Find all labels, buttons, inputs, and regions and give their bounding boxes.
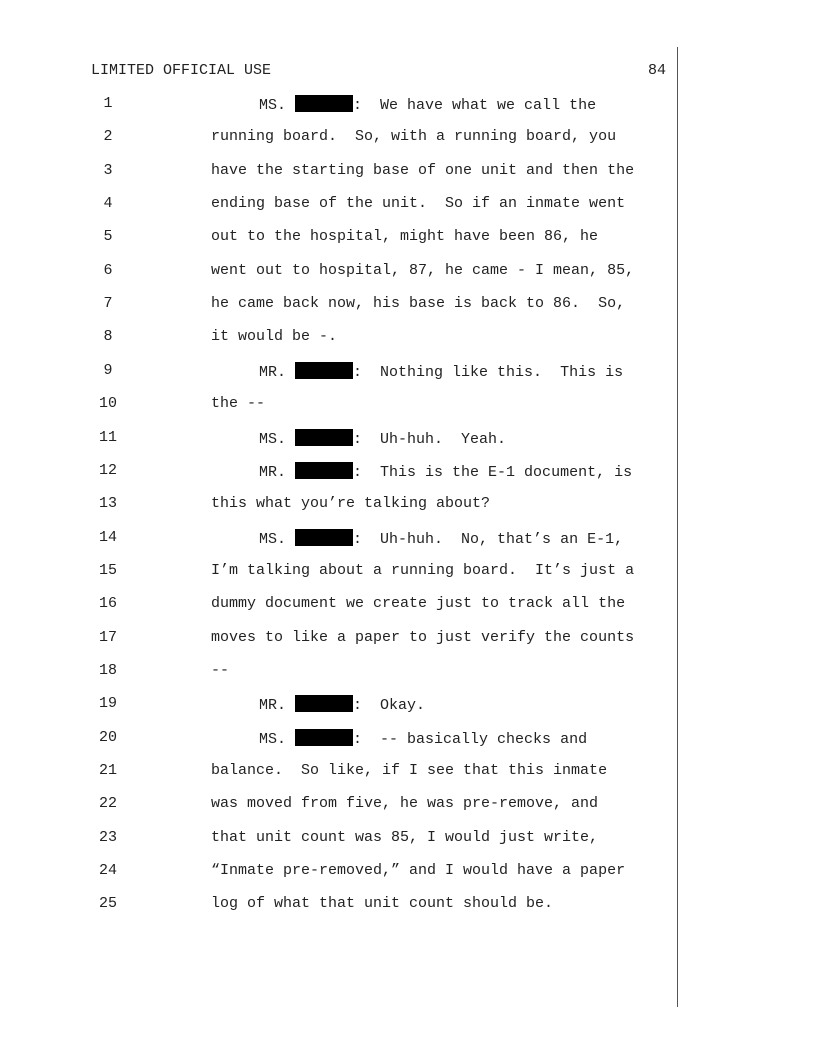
line-content: balance. So like, if I see that this inmate (211, 762, 608, 779)
line-number: 4 (103, 195, 113, 213)
transcript-line (0, 862, 816, 882)
line-content: ending base of the unit. So if an inmate went (211, 195, 626, 213)
line-content: this what you’re talking about? (211, 495, 491, 513)
transcript-line (0, 328, 816, 348)
line-number: 1 (103, 95, 113, 112)
line-content: log of what that unit count should be. (211, 895, 554, 913)
speaker-line-text (259, 529, 623, 548)
line-number: 2 (103, 128, 113, 146)
line-number: 10 (98, 395, 117, 413)
line-text (211, 795, 598, 812)
line-content: the -- (211, 395, 266, 413)
line-number: 12 (98, 461, 117, 479)
line-content: he came back now, his base is back to 86. So, (211, 295, 626, 313)
line-text (211, 895, 553, 912)
line-content: I’m talking about a running board. It’s just a (211, 561, 635, 579)
line-content: “Inmate pre-removed,” and I would have a paper (211, 862, 626, 880)
line-content: dummy document we create just to track all the (211, 595, 626, 613)
redaction-box (295, 695, 353, 712)
page-number: 84 (647, 62, 666, 79)
transcript-line (0, 228, 816, 248)
speaker-line-text (259, 429, 506, 448)
line-number: 7 (103, 295, 113, 313)
transcript-line (0, 562, 816, 582)
line-number: 16 (98, 595, 117, 613)
transcript-line (0, 762, 816, 782)
redaction-box (295, 362, 353, 379)
line-content: : Okay. (353, 697, 426, 715)
line-content: it would be -. (211, 328, 338, 346)
speaker-line-text (259, 695, 425, 714)
transcript-line (0, 829, 816, 849)
transcript-line (0, 795, 816, 815)
line-text (211, 395, 265, 412)
redaction-box (295, 529, 353, 546)
transcript-line (0, 195, 816, 215)
line-number: 20 (98, 728, 117, 746)
transcript-line (0, 495, 816, 515)
line-text (211, 662, 229, 679)
transcript-line (0, 529, 816, 549)
line-number: 19 (98, 695, 117, 713)
transcript-line (0, 395, 816, 415)
redaction-box (295, 729, 353, 746)
line-text (211, 629, 634, 646)
line-number: 8 (103, 328, 113, 346)
line-content: running board. So, with a running board, you (211, 128, 617, 146)
line-number: 14 (98, 528, 117, 546)
transcript-line (0, 662, 816, 682)
line-text (211, 328, 337, 345)
line-content: that unit count was 85, I would just write, (211, 828, 599, 846)
line-text (211, 562, 634, 579)
transcript-line (0, 95, 816, 115)
transcript-line (0, 362, 816, 382)
line-text (211, 762, 607, 779)
redaction-box (295, 429, 353, 446)
line-text (211, 495, 490, 512)
transcript-line (0, 429, 816, 449)
line-number: 18 (98, 661, 117, 679)
line-content: have the starting base of one unit and then the (211, 161, 635, 179)
line-number: 3 (103, 161, 113, 179)
line-content: went out to hospital, 87, he came - I mean, 85, (211, 261, 635, 279)
line-content: was moved from five, he was pre-remove, and (211, 795, 599, 813)
redaction-box (295, 462, 353, 479)
transcript-line (0, 629, 816, 649)
speaker-line-text (259, 729, 587, 748)
speaker-title: MR. (259, 463, 287, 481)
line-content: : This is the E-1 document, is (353, 463, 633, 481)
line-content: : Uh-huh. Yeah. (353, 430, 507, 448)
transcript-line (0, 895, 816, 915)
transcript-line (0, 128, 816, 148)
line-text (211, 262, 634, 279)
line-text (211, 295, 625, 312)
line-content: out to the hospital, might have been 86, he (211, 228, 599, 246)
line-text (211, 829, 598, 846)
line-number: 24 (98, 862, 117, 880)
line-text (211, 595, 625, 612)
transcript-line (0, 462, 816, 482)
line-number: 9 (103, 361, 113, 379)
transcript-line (0, 695, 816, 715)
transcript-line (0, 595, 816, 615)
speaker-line-text (259, 462, 632, 481)
line-content: : Uh-huh. No, that’s an E-1, (353, 530, 624, 548)
line-number: 11 (98, 428, 117, 446)
transcript-line (0, 262, 816, 282)
line-number: 6 (103, 261, 113, 279)
speaker-title: MS. (259, 730, 287, 748)
transcript-line (0, 295, 816, 315)
line-number: 25 (98, 895, 117, 913)
line-text (211, 862, 625, 879)
line-number: 13 (98, 495, 117, 513)
speaker-title: MR. (259, 697, 287, 715)
line-text (211, 195, 625, 212)
speaker-line-text (259, 95, 596, 114)
line-text (211, 228, 598, 245)
speaker-title: MR. (259, 363, 287, 381)
line-content: -- (211, 661, 230, 679)
line-number: 21 (98, 762, 117, 779)
line-number: 22 (98, 795, 117, 813)
line-number: 17 (98, 628, 117, 646)
line-number: 23 (98, 828, 117, 846)
line-content: : We have what we call the (353, 97, 597, 114)
transcript-line (0, 729, 816, 749)
line-number: 5 (103, 228, 113, 246)
speaker-title: MS. (259, 97, 287, 114)
line-number: 15 (98, 561, 117, 579)
line-text (211, 128, 616, 145)
speaker-title: MS. (259, 430, 287, 448)
speaker-title: MS. (259, 530, 287, 548)
line-content: : Nothing like this. This is (353, 363, 624, 381)
classification-header: LIMITED OFFICIAL USE (91, 62, 272, 79)
line-content: : -- basically checks and (353, 730, 588, 748)
line-text (211, 162, 634, 179)
transcript-line (0, 162, 816, 182)
speaker-line-text (259, 362, 623, 381)
redaction-box (295, 95, 353, 112)
line-content: moves to like a paper to just verify the counts (211, 628, 635, 646)
